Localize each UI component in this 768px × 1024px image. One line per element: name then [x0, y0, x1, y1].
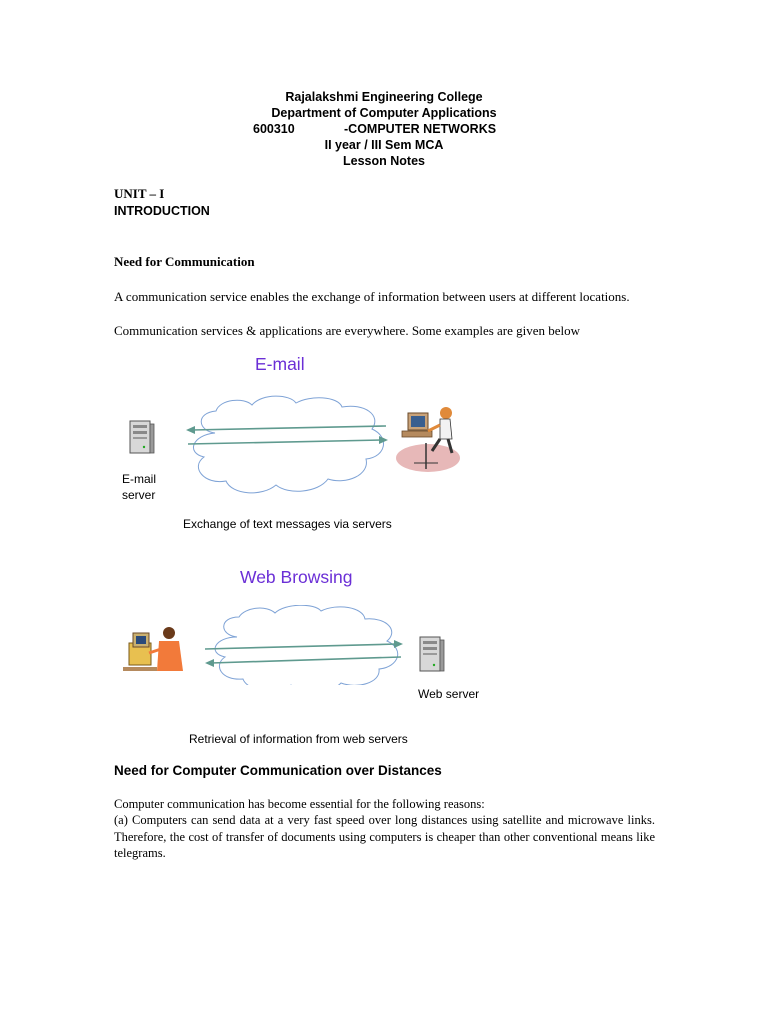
email-user-icon	[396, 407, 460, 472]
web-server-label: Web server	[418, 687, 480, 701]
paragraph-reason-a: (a) Computers can send data at a very fast speed over long distances using satellite and microwave links. Therefore, the cost of transfer of documents using computers is cheaper than other conventional means like telegrams.	[114, 813, 655, 860]
web-user-icon	[123, 627, 183, 671]
unit-number: UNIT – I	[114, 186, 165, 201]
section-heading-computer-communication: Need for Computer Communication over Distances	[114, 763, 442, 778]
college-name: Rajalakshmi Engineering College	[285, 90, 483, 104]
paragraph-communication-examples: Communication services & applications are everywhere. Some examples are given below	[114, 323, 581, 338]
section-heading-need-for-communication: Need for Communication	[114, 254, 255, 269]
email-diagram-caption: Exchange of text messages via servers	[183, 517, 392, 531]
web-diagram-caption: Retrieval of information from web servers	[189, 732, 408, 746]
email-diagram	[120, 395, 480, 505]
email-diagram-title: E-mail	[255, 354, 305, 374]
web-diagram-title: Web Browsing	[240, 567, 353, 587]
course-name: -COMPUTER NETWORKS	[344, 122, 497, 136]
lesson-notes-label: Lesson Notes	[343, 154, 425, 168]
course-code: 600310	[253, 122, 295, 136]
unit-title: INTRODUCTION	[114, 204, 210, 218]
email-server-icon	[130, 421, 154, 453]
year-semester: II year / III Sem MCA	[324, 138, 444, 152]
email-network-cloud	[193, 396, 383, 493]
email-server-label-line2: server	[122, 488, 156, 502]
web-server-icon	[420, 637, 444, 671]
paragraph-reasons-intro: Computer communication has become essential for the following reasons:	[114, 797, 485, 811]
department-name: Department of Computer Applications	[271, 106, 497, 120]
web-browsing-diagram	[115, 605, 465, 685]
email-server-label-line1: E-mail	[122, 472, 157, 486]
paragraph-communication-service: A communication service enables the exchange of information between users at different locations.	[114, 289, 630, 304]
